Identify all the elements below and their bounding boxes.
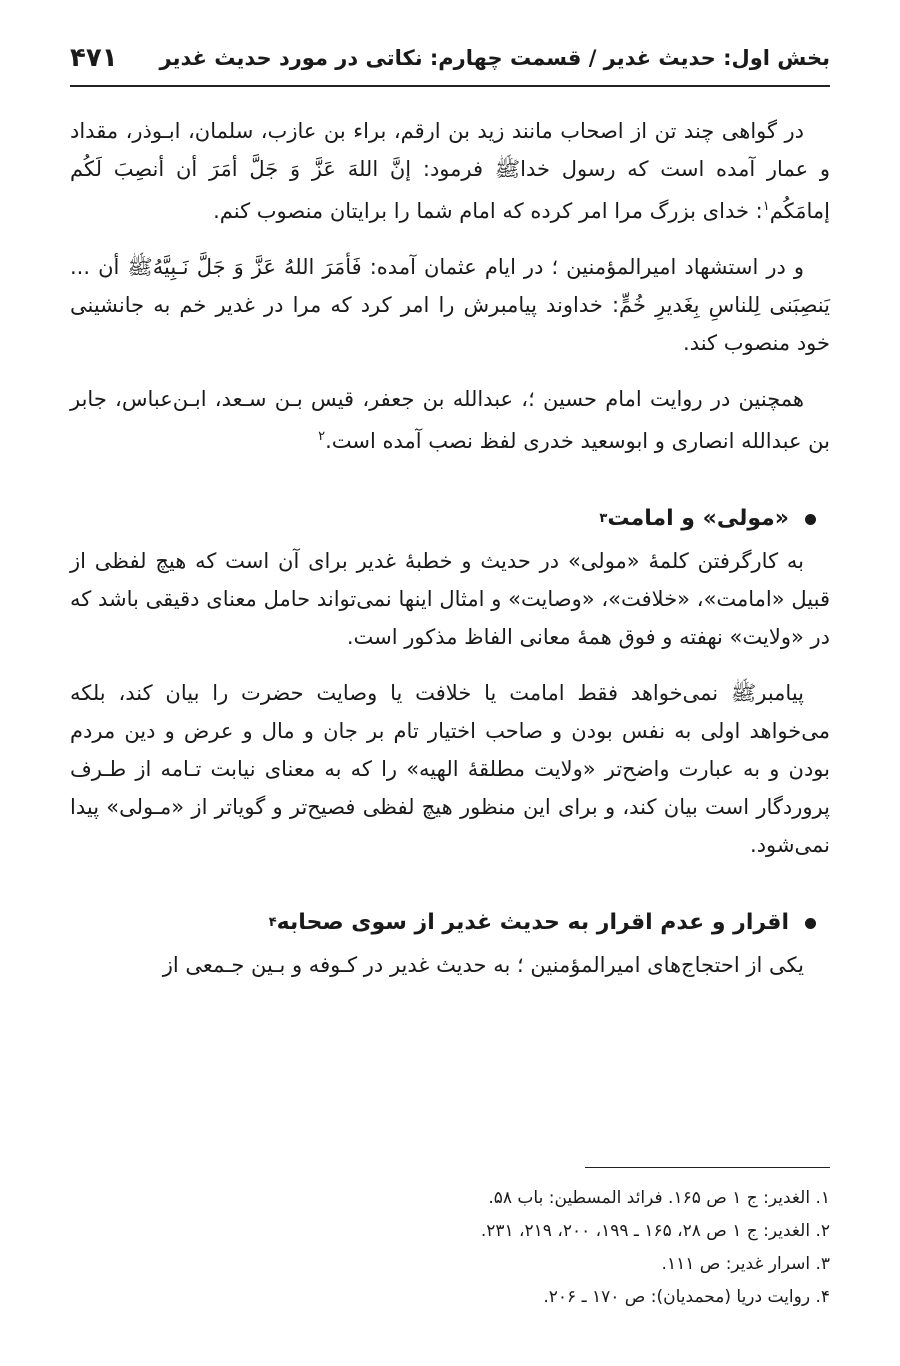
bullet-icon	[805, 918, 816, 929]
footnote-2: ۲. الغدیر: ج ۱ ص ۲۸، ۱۶۵ ـ ۱۹۹، ۲۰۰، ۲۱۹، ۲۳۱.	[480, 1221, 830, 1241]
footnote-4: ۴. روایت دریا (محمدیان): ص ۱۷۰ ـ ۲۰۶.	[543, 1287, 830, 1307]
header-title: بخش اول: حدیث غدیر / قسمت چهارم: نکاتی در مورد حدیث غدیر	[159, 46, 830, 70]
footnote-1: ۱. الغدیر: ج ۱ ص ۱۶۵. فرائد المسطین: باب ۵۸.	[488, 1188, 830, 1208]
footnote-ref-3: ۳	[599, 511, 608, 526]
bullet-icon	[805, 514, 816, 525]
footnote-3: ۳. اسرار غدیر: ص ۱۱۱.	[661, 1254, 830, 1274]
page-number: ۴۷۱	[70, 43, 118, 73]
section-heading-iqrar	[70, 904, 830, 942]
paragraph-6: یکی از احتجاج‌های امیرالمؤمنین ؛ به حدیث غدیر در کـوفه و بـین جـمعی از	[162, 953, 804, 977]
paragraph-4: به کارگرفتن کلمهٔ «مولی» در حدیث و خطبهٔ غدیر برای آن است که هیچ لفظی از قبیل «امامت»، «خلافت»، «وصایت» و امثال اینها نمی‌تواند حامل معنای دقیقی باشد که در «ولایت» نهفته و فوق همهٔ معانی الفاظ مذکور است.	[70, 549, 830, 649]
section-heading-text: اقرار و عدم اقرار به حدیث غدیر از سوی صحابه	[276, 910, 789, 935]
footnotes	[70, 1182, 830, 1314]
header-divider	[70, 85, 830, 87]
paragraph-5: پیامبرﷺ نمی‌خواهد فقط امامت یا خلافت یا وصایت حضرت را بیان کند، بلکه می‌خواهد اولی به نفس بودن و صاحب اختیار تام بر جان و مال و عرض و دین مردم بودن و به عبارت واضح‌تر «ولایت مطلقهٔ الهیه» را که به معنای نیابت تـامه از طـرف پروردگار است بیان کند، و برای این منظور هیچ لفظی فصیح‌تر و گویاتر از «مـولی» پیدا نمی‌شود.	[70, 681, 830, 857]
paragraph-1: در گواهی چند تن از اصحاب مانند زید بن ارقم، براء بن عازب، سلمان، ابـوذر، مقداد و عمار آمده است که رسول خداﷺ فرمود: إنَّ اللهَ عَزَّ وَ جَلَّ أمَرَ أن أنصِبَ لَکُم إمامَکُم$^۱$: خدای بزرگ مرا امر کرده که امام شما را برایتان منصوب کنم.	[70, 119, 830, 223]
footnote-ref-2: ۲	[318, 429, 326, 444]
paragraph-2: و در استشهاد امیرالمؤمنین ؛ در ایام عثمان آمده: فَأمَرَ اللهُ عَزَّ وَ جَلَّ نَـبِیَّهُﷺ أن ... یَنصِبَنی لِلناسِ بِغَدیرِ خُمٍّ: خداوند پیامبرش را امر کرد که مرا در غدیر خم به جانشینی خود منصوب کند.	[70, 255, 830, 355]
main-text	[70, 112, 830, 1002]
paragraph-3: همچنین در روایت امام حسین ؛، عبدالله بن جعفر، قیس بـن سـعد، ابـن‌عباس، جابر بن عبدالله انصاری و ابوسعید خدری لفظ نصب آمده است.$^۲$	[70, 387, 830, 453]
section-heading-mawla	[70, 500, 830, 538]
footnote-ref-4: ۴	[268, 915, 277, 930]
footnote-ref-1: ۱	[762, 199, 770, 214]
footnote-divider	[585, 1167, 830, 1168]
section-heading-text: «مولی» و امامت	[607, 506, 789, 531]
running-header	[70, 36, 830, 80]
